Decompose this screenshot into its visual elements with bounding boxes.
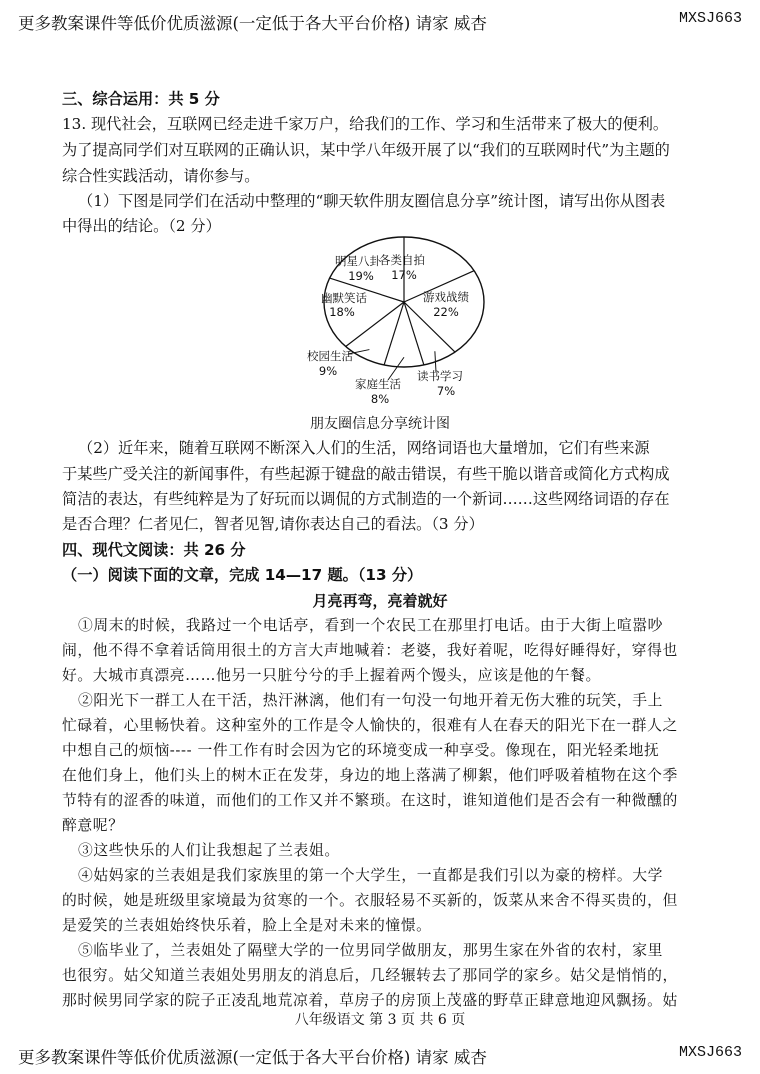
- article-line: 忙碌着，心里畅快着。这种室外的工作是令人愉快的，很难有人在春天的阳光下在一群人之: [62, 717, 678, 734]
- page-footer: [18, 1044, 742, 1068]
- pie-slice-value: 18%: [329, 305, 355, 319]
- header-code: MXSJ663: [678, 10, 742, 27]
- header-ad-text: 更多教案课件等低价优质滋源(一定低于各大平台价格) 请家 威杏: [18, 14, 487, 33]
- section4-subheading: （一）阅读下面的文章，完成 14—17 题。（13 分）: [62, 566, 423, 584]
- footer-code: MXSJ663: [678, 1044, 742, 1061]
- pie-slice-value: 17%: [391, 268, 417, 282]
- q13-line: 13. 现代社会，互联网已经走进千家万户，给我们的工作、学习和生活带来了极大的便利。: [62, 115, 669, 133]
- article-title: 月亮再弯，亮着就好: [312, 592, 448, 610]
- pie-slice-divider: [384, 302, 404, 365]
- pie-slice-label: 读书学习: [417, 369, 463, 383]
- article-line: 的时候，她是班级里家境最为贫寒的一个。衣服轻易不买新的，饭菜从来舍不得买贵的，但: [62, 892, 678, 909]
- pie-slice-value: 7%: [436, 384, 456, 398]
- article-line: ①周末的时候，我路过一个电话亭，看到一个农民工在那里打电话。由于大街上喧嚣吵: [78, 617, 664, 634]
- pie-slice-label: 幽默笑话: [321, 291, 367, 305]
- article-line: 中想自己的烦恼---- 一件工作有时会因为它的环境变成一种享受。像现在，阳光轻柔地抚: [62, 742, 660, 759]
- q2-line: （2）近年来，随着互联网不断深入人们的生活，网络词语也大量增加，它们有些来源: [78, 439, 650, 457]
- pie-chart: [307, 232, 508, 412]
- section4-heading: 四、现代文阅读：共 26 分: [62, 541, 246, 559]
- section3-heading: 三、综合运用：共 5 分: [62, 90, 220, 108]
- q13-line: 为了提高同学们对互联网的正确认识，某中学八年级开展了以“我们的互联网时代”为主题的: [62, 141, 670, 159]
- article-line: ③这些快乐的人们让我想起了兰表姐。: [78, 842, 340, 859]
- pie-slice-label: 校园生活: [307, 349, 353, 363]
- pie-slice-label: 家庭生活: [355, 377, 401, 391]
- article-line: 好。大城市真漂亮……他另一只脏兮兮的手上握着两个馒头，应该是他的午餐。: [62, 667, 601, 684]
- article-line: 是爱笑的兰表姐始终快乐着，脸上全是对未来的憧憬。: [62, 917, 432, 934]
- pie-slice-value: 9%: [318, 364, 338, 378]
- article-line: ②阳光下一群工人在干活，热汗淋漓，他们有一句没一句地开着无伤大雅的玩笑，手上: [78, 692, 664, 709]
- article-line: 在他们身上，他们头上的树木正在发芽，身边的地上落满了柳絮，他们呼吸着植物在这个季: [62, 767, 678, 784]
- q2-line: 于某些广受关注的新闻事件，有些起源于键盘的敲击错误，有些干脆以谐音或简化方式构成: [62, 465, 670, 483]
- q13-line: 综合性实践活动，请你参与。: [62, 167, 260, 185]
- pie-slice-label: 游戏战绩: [423, 290, 469, 304]
- q1-line: （1）下图是同学们在活动中整理的“聊天软件朋友圈信息分享”统计图，请写出你从图表: [78, 192, 666, 210]
- article-line: 闹，他不得不拿着话筒用很土的方言大声地喊着：老婆，我好着呢，吃得好睡得好，穿得也: [62, 642, 678, 659]
- chart-caption: 朋友圈信息分享统计图: [310, 416, 450, 432]
- pie-slice-label: 各类自拍: [379, 253, 425, 267]
- footer-ad-text: 更多教案课件等低价优质滋源(一定低于各大平台价格) 请家 威杏: [18, 1048, 487, 1067]
- pie-slice-value: 22%: [433, 305, 459, 319]
- page-number: 八年级语文 第 3 页 共 6 页: [294, 1012, 466, 1028]
- pie-slice-label: 明星八卦: [335, 254, 381, 268]
- article-line: 醉意呢？: [62, 817, 124, 834]
- pie-slice-value: 19%: [348, 269, 374, 283]
- article-line: 节特有的涩香的味道，而他们的工作又并不繁琐。在这时，谁知道他们是否会有一种微醺的: [62, 792, 678, 809]
- page-header: [18, 10, 742, 34]
- article-line: 也很穷。姑父知道兰表姐处男朋友的消息后，几经辗转去了那同学的家乡。姑父是悄悄的，: [62, 967, 678, 984]
- article-line: ⑤临毕业了，兰表姐处了隔壁大学的一位男同学做朋友，那男生家在外省的农村，家里: [78, 942, 664, 959]
- pie-slice-value: 8%: [370, 392, 390, 406]
- article-line: 那时候男同学家的院子正凌乱地荒凉着，草房子的房顶上茂盛的野草正肆意地迎风飘扬。姑: [62, 992, 678, 1009]
- article-line: ④姑妈家的兰表姐是我们家族里的第一个大学生，一直都是我们引以为豪的榜样。大学: [78, 867, 664, 884]
- q2-line: 简洁的表达，有些纯粹是为了好玩而以调侃的方式制造的一个新词……这些网络词语的存在: [62, 490, 670, 508]
- q1-line: 中得出的结论。（2 分）: [62, 217, 221, 235]
- q2-line: 是否合理？仁者见仁，智者见智,请你表达自己的看法。（3 分）: [62, 515, 484, 533]
